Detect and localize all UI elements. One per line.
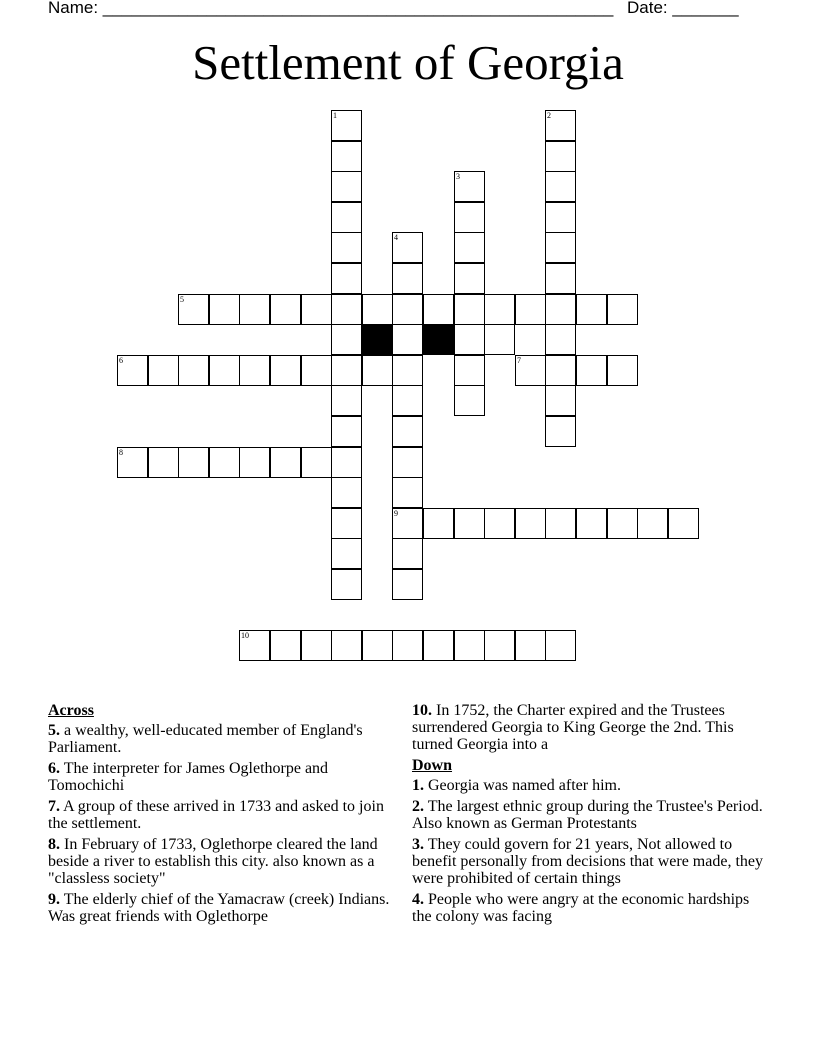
grid-cell[interactable] <box>331 416 362 447</box>
grid-cell[interactable] <box>545 294 576 325</box>
grid-cell[interactable] <box>331 263 362 294</box>
grid-cell[interactable] <box>362 355 393 386</box>
clue-text: Georgia was named after him. <box>424 777 621 794</box>
clues-left-column <box>48 702 393 929</box>
grid-cell[interactable] <box>545 508 576 539</box>
clue-text: The elderly chief of the Yamacraw (creek) Indians. Was great friends with Oglethorpe <box>48 891 390 925</box>
grid-cell[interactable] <box>484 324 515 355</box>
grid-cell[interactable] <box>454 294 485 325</box>
clue-text: a wealthy, well-educated member of England's Parliament. <box>48 722 363 756</box>
grid-cell[interactable] <box>392 294 423 325</box>
grid-cell[interactable] <box>515 508 546 539</box>
grid-cell[interactable] <box>239 630 270 661</box>
clue-number: 1. <box>412 777 424 794</box>
grid-cell[interactable] <box>423 630 454 661</box>
grid-cell[interactable] <box>454 385 485 416</box>
grid-cell[interactable] <box>515 630 546 661</box>
grid-cell[interactable] <box>331 538 362 569</box>
grid-cell[interactable] <box>545 630 576 661</box>
grid-cell[interactable] <box>392 508 423 539</box>
grid-cell[interactable] <box>331 569 362 600</box>
clue-number-label: 6 <box>119 356 123 365</box>
grid-cell[interactable] <box>117 355 148 386</box>
grid-cell[interactable] <box>668 508 699 539</box>
clue-number-label: 10 <box>241 631 249 640</box>
grid-cell[interactable] <box>454 630 485 661</box>
grid-cell[interactable] <box>454 202 485 233</box>
grid-cell[interactable] <box>454 508 485 539</box>
grid-cell[interactable] <box>148 447 179 478</box>
grid-cell[interactable] <box>484 630 515 661</box>
down-heading: Down <box>412 757 453 774</box>
grid-cell[interactable] <box>545 263 576 294</box>
clue-text: In 1752, the Charter expired and the Trustees surrendered Georgia to King George the 2nd. This turned Georgia into a <box>412 702 734 753</box>
grid-cell[interactable] <box>545 110 576 141</box>
grid-cell[interactable] <box>392 477 423 508</box>
grid-cell[interactable] <box>362 294 393 325</box>
grid-cell[interactable] <box>178 294 209 325</box>
clue-number-label: 7 <box>517 356 521 365</box>
grid-cell[interactable] <box>454 232 485 263</box>
clue-down-1 <box>412 777 772 794</box>
grid-cell[interactable] <box>545 416 576 447</box>
grid-cell[interactable] <box>392 232 423 263</box>
grid-cell[interactable] <box>454 324 485 355</box>
grid-cell[interactable] <box>392 569 423 600</box>
grid-cell[interactable] <box>545 141 576 172</box>
clue-number-label: 3 <box>456 172 460 181</box>
grid-cell[interactable] <box>331 171 362 202</box>
grid-cell[interactable] <box>423 508 454 539</box>
clue-across-8 <box>48 836 393 887</box>
clue-number: 6. <box>48 760 60 777</box>
clue-text: People who were angry at the economic hardships the colony was facing <box>412 891 750 925</box>
name-field-label: Name: ______________________________________________________ <box>48 0 614 17</box>
clue-across-10 <box>412 702 772 753</box>
grid-cell[interactable] <box>331 385 362 416</box>
grid-cell[interactable] <box>270 294 301 325</box>
grid-cell[interactable] <box>209 447 240 478</box>
grid-cell[interactable] <box>392 263 423 294</box>
grid-cell[interactable] <box>515 294 546 325</box>
grid-cell[interactable] <box>392 385 423 416</box>
clue-number-label: 4 <box>394 233 398 242</box>
clue-number: 3. <box>412 836 424 853</box>
grid-cell[interactable] <box>331 202 362 233</box>
grid-cell[interactable] <box>545 232 576 263</box>
grid-cell[interactable] <box>576 294 607 325</box>
grid-cell[interactable] <box>209 294 240 325</box>
grid-cell[interactable] <box>331 294 362 325</box>
grid-cell[interactable] <box>607 508 638 539</box>
clue-text: In February of 1733, Oglethorpe cleared the land beside a river to establish this city. also known as a "classless society" <box>48 836 378 887</box>
clue-number-label: 1 <box>333 111 337 120</box>
page-title: Settlement of Georgia <box>192 35 624 90</box>
grid-cell[interactable] <box>239 447 270 478</box>
clue-across-7 <box>48 798 393 832</box>
grid-cell[interactable] <box>392 324 423 355</box>
grid-cell[interactable] <box>331 477 362 508</box>
grid-cell[interactable] <box>515 355 546 386</box>
grid-cell[interactable] <box>545 324 576 355</box>
grid-cell[interactable] <box>484 508 515 539</box>
clue-down-4 <box>412 891 772 925</box>
grid-cell[interactable] <box>270 630 301 661</box>
clue-number: 2. <box>412 798 424 815</box>
grid-cell[interactable] <box>331 324 362 355</box>
grid-cell[interactable] <box>331 630 362 661</box>
grid-cell[interactable] <box>392 538 423 569</box>
grid-cell[interactable] <box>331 141 362 172</box>
clue-text: The interpreter for James Oglethorpe and Tomochichi <box>48 760 329 794</box>
grid-cell[interactable] <box>545 385 576 416</box>
grid-cell[interactable] <box>178 447 209 478</box>
grid-cell[interactable] <box>392 630 423 661</box>
grid-cell[interactable] <box>239 355 270 386</box>
grid-cell[interactable] <box>301 355 332 386</box>
black-cell <box>423 324 454 355</box>
grid-cell[interactable] <box>637 508 668 539</box>
grid-cell[interactable] <box>545 171 576 202</box>
clue-across-6 <box>48 760 393 794</box>
clue-text: A group of these arrived in 1733 and asked to join the settlement. <box>48 798 384 832</box>
grid-cell[interactable] <box>607 294 638 325</box>
grid-cell[interactable] <box>331 508 362 539</box>
clue-number: 5. <box>48 722 60 739</box>
grid-cell[interactable] <box>117 447 148 478</box>
clue-down-2 <box>412 798 772 832</box>
clue-number: 8. <box>48 836 60 853</box>
grid-cell[interactable] <box>454 355 485 386</box>
grid-cell[interactable] <box>545 202 576 233</box>
grid-cell[interactable] <box>331 232 362 263</box>
grid-cell[interactable] <box>301 447 332 478</box>
grid-cell[interactable] <box>301 294 332 325</box>
grid-cell[interactable] <box>484 294 515 325</box>
clue-text: They could govern for 21 years, Not allowed to benefit personally from decisions that were made, they were prohibited of certain things <box>412 836 763 887</box>
grid-cell[interactable] <box>301 630 332 661</box>
grid-cell[interactable] <box>392 355 423 386</box>
grid-cell[interactable] <box>454 171 485 202</box>
clue-across-9 <box>48 891 393 925</box>
clue-across-5 <box>48 722 393 756</box>
black-cell <box>362 324 393 355</box>
clue-down-3 <box>412 836 772 887</box>
date-field-label: Date: _______ <box>627 0 739 17</box>
grid-cell[interactable] <box>454 263 485 294</box>
grid-cell[interactable] <box>331 447 362 478</box>
grid-cell[interactable] <box>576 355 607 386</box>
clue-number: 10. <box>412 702 432 719</box>
clue-number-label: 2 <box>547 111 551 120</box>
clue-text: The largest ethnic group during the Trustee's Period. Also known as German Protestants <box>412 798 763 832</box>
clue-number-label: 8 <box>119 448 123 457</box>
across-heading: Across <box>48 702 94 719</box>
clue-number: 7. <box>48 798 60 815</box>
grid-cell[interactable] <box>209 355 240 386</box>
clue-number: 4. <box>412 891 424 908</box>
grid-cell[interactable] <box>148 355 179 386</box>
clue-number: 9. <box>48 891 60 908</box>
clues-right-column <box>412 702 772 929</box>
grid-cell[interactable] <box>331 355 362 386</box>
grid-cell[interactable] <box>331 110 362 141</box>
grid-cell[interactable] <box>362 630 393 661</box>
grid-cell[interactable] <box>545 355 576 386</box>
clue-number-label: 9 <box>394 509 398 518</box>
grid-cell[interactable] <box>392 416 423 447</box>
grid-cell[interactable] <box>239 294 270 325</box>
grid-cell[interactable] <box>576 508 607 539</box>
grid-cell[interactable] <box>392 447 423 478</box>
grid-cell[interactable] <box>423 294 454 325</box>
grid-cell[interactable] <box>270 355 301 386</box>
grid-cell[interactable] <box>607 355 638 386</box>
clue-number-label: 5 <box>180 295 184 304</box>
grid-cell[interactable] <box>178 355 209 386</box>
grid-cell[interactable] <box>270 447 301 478</box>
